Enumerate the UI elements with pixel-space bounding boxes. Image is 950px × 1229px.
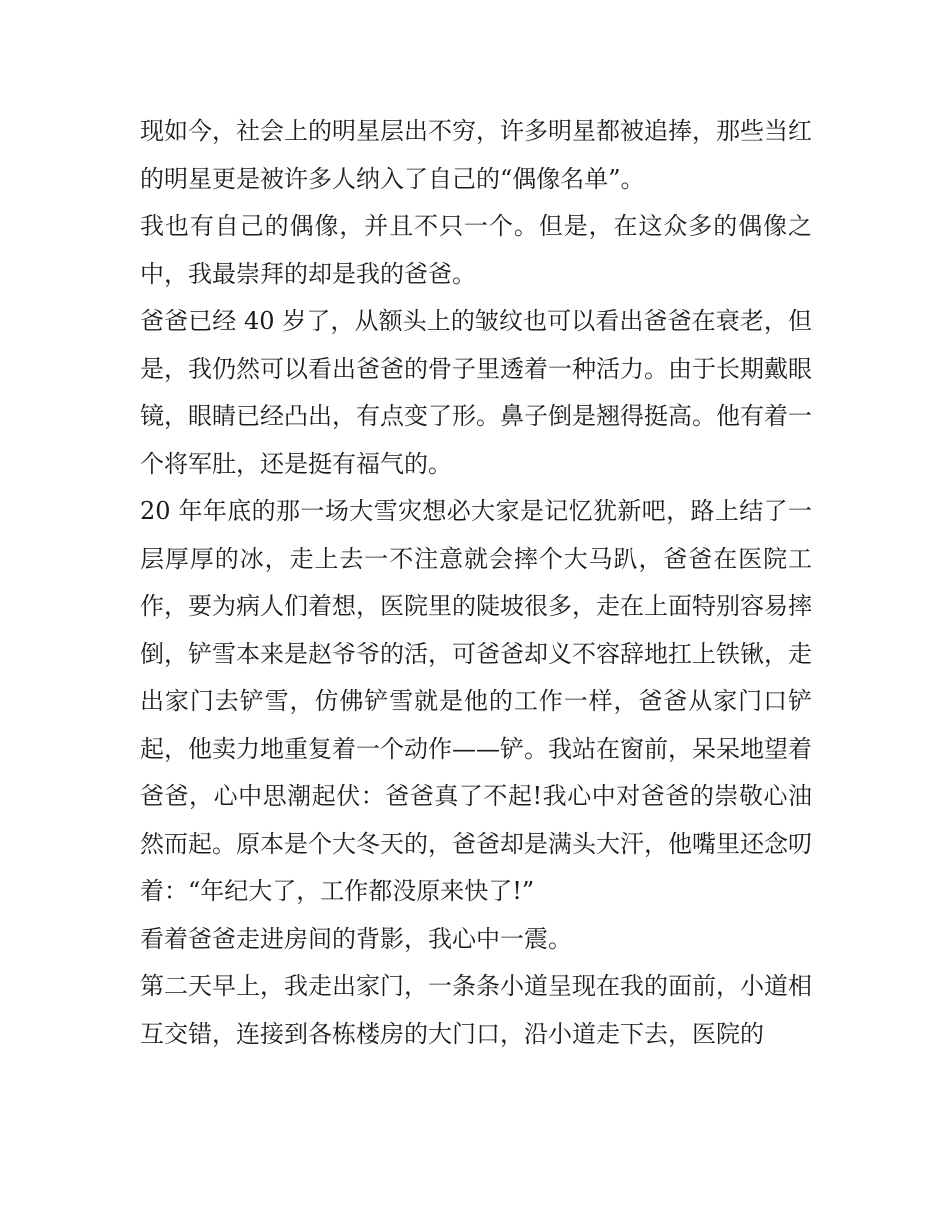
paragraph-2: 我也有自己的偶像，并且不只一个。但是，在这众多的偶像之中，我最崇拜的却是我的爸爸。 — [140, 212, 812, 288]
paragraph-5: 看着爸爸走进房间的背影，我心中一震。 — [140, 924, 572, 953]
paragraph-1: 现如今，社会上的明星层出不穷，许多明星都被追捧，那些当红的明星更是被许多人纳入了自己的“偶像名单”。 — [140, 117, 812, 193]
paragraph-4: 20 年年底的那一场大雪灾想必大家是记忆犹新吧，路上结了一层厚厚的冰，走上去一不注意就会摔个大马趴，爸爸在医院工作，要为病人们着想，医院里的陡坡很多，走在上面特别容易摔倒，铲雪本来是赵爷爷的活，可爸爸却义不容辞地扛上铁锹，走出家门去铲雪，仿佛铲雪就是他的工作一样，爸爸从家门口铲起，他卖力地重复着一个动作——铲。我站在窗前，呆呆地望着爸爸，心中思潮起伏：爸爸真了不起!我心中对爸爸的崇敬心油然而起。原本是个大冬天的，爸爸却是满头大汗，他嘴里还念叨着：“年纪大了，工作都没原来快了!” — [140, 497, 812, 905]
document-body — [140, 108, 812, 1058]
paragraph-3: 爸爸已经 40 岁了，从额头上的皱纹也可以看出爸爸在衰老，但是，我仍然可以看出爸爸的骨子里透着一种活力。由于长期戴眼镜，眼睛已经凸出，有点变了形。鼻子倒是翘得挺高。他有着一个将军肚，还是挺有福气的。 — [140, 307, 812, 478]
paragraph-6: 第二天早上，我走出家门，一条条小道呈现在我的面前，小道相互交错，连接到各栋楼房的大门口，沿小道走下去，医院的 — [140, 972, 812, 1048]
